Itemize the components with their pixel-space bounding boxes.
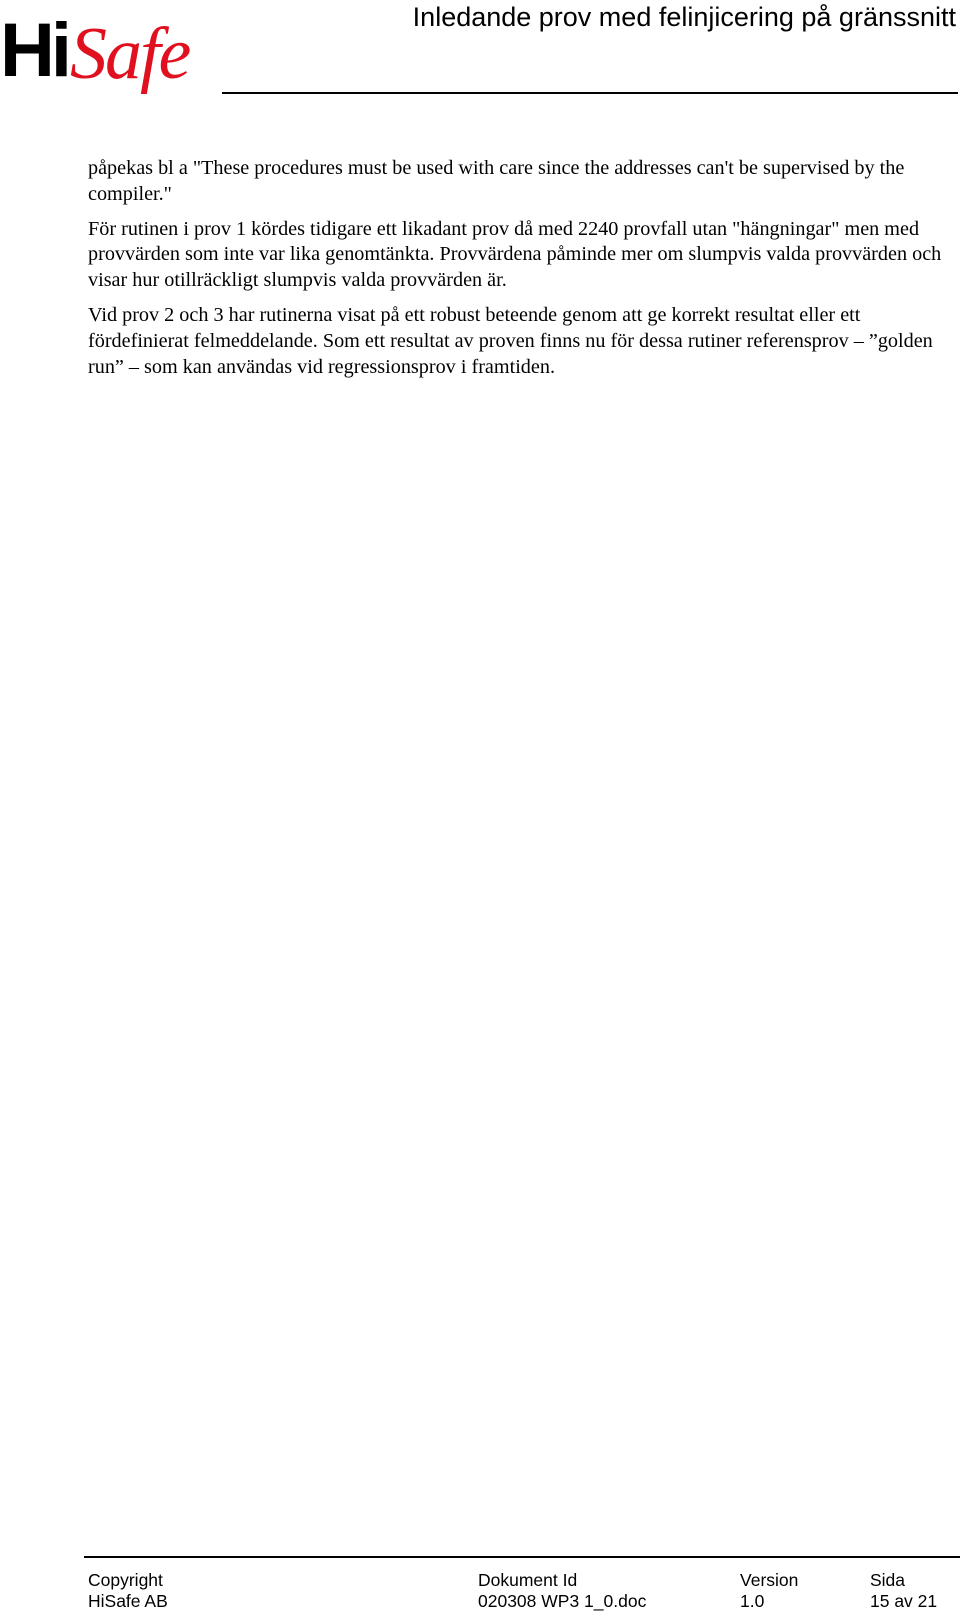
footer-divider	[84, 1556, 960, 1558]
page-number: 15 av 21	[870, 1591, 938, 1611]
copyright-value: HiSafe AB	[88, 1591, 168, 1611]
document-id-label: Dokument Id	[478, 1570, 578, 1590]
version-label: Version	[740, 1570, 799, 1590]
footer-version	[740, 1570, 798, 1612]
paragraph: påpekas bl a "These procedures must be used with care since the addresses can't be supervised by the compiler."	[88, 157, 905, 205]
footer-copyright	[88, 1570, 168, 1612]
version-value: 1.0	[740, 1591, 765, 1611]
paragraph: Vid prov 2 och 3 har rutinerna visat på ett robust beteende genom att ge korrekt resultat eller ett fördefinierat felmeddelande. Som ett resultat av proven finns nu för dessa rutiner referensprov – ”golden run” – som kan användas vid regressionsprov i framtiden.	[88, 303, 933, 378]
footer-page	[870, 1570, 937, 1612]
paragraph: För rutinen i prov 1 kördes tidigare ett likadant prov då med 2240 provfall utan "hängningar" men med provvärden som inte var lika genomtänkta. Provvärdena påminde mer om slumpvis valda provvärden och visar hur otillräckligt slumpvis valda provvärden är.	[88, 217, 942, 292]
header-divider	[222, 92, 958, 94]
svg-text:Hi: Hi	[0, 8, 68, 93]
svg-text:Safe: Safe	[70, 13, 190, 95]
footer-document-id	[478, 1570, 646, 1612]
page-label: Sida	[870, 1570, 906, 1590]
document-body	[88, 156, 956, 389]
document-title: Inledande prov med felinjicering på gränssnitt	[412, 2, 956, 32]
document-id-value: 020308 WP3 1_0.doc	[478, 1591, 647, 1611]
hisafe-logo	[0, 0, 200, 106]
copyright-label: Copyright	[88, 1570, 163, 1590]
